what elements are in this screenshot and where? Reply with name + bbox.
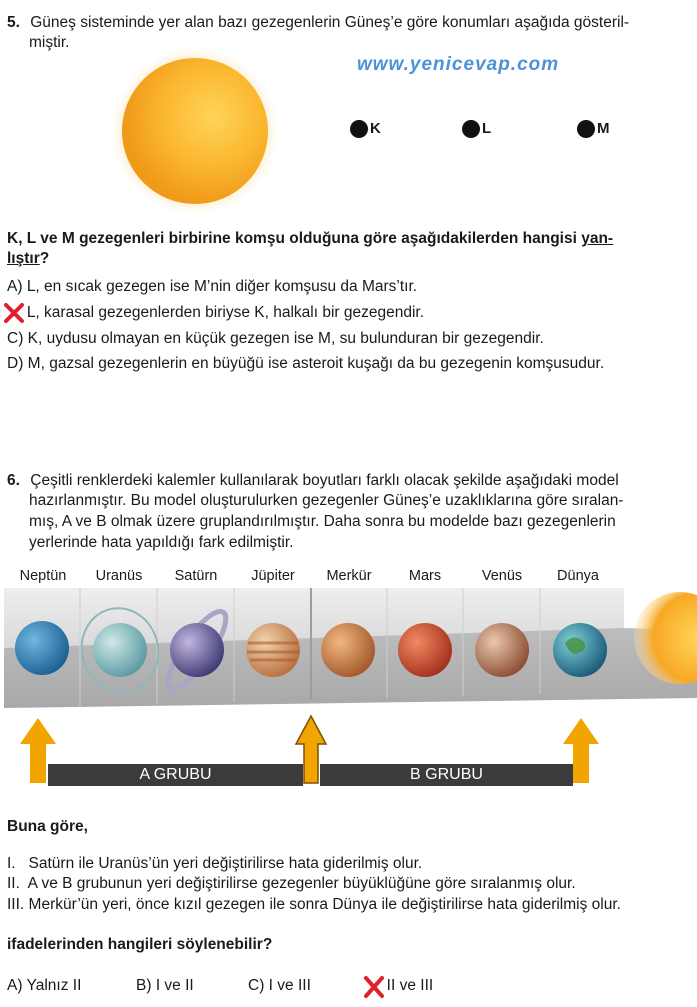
option-letter: A) [7,278,23,295]
group-a-bar: A GRUBU [48,764,303,786]
option-text: Yalnız II [26,977,82,994]
option-text: K, uydusu olmayan en küçük gezegen ise M, su bulunduran bir gezegendir. [27,330,544,347]
q6-option-c[interactable] [248,976,311,996]
q6-question: ifadelerinden hangileri söylenebilir? [7,936,273,953]
planet-name-uranus: Uranüs [95,568,143,584]
q6-statement-3: III. Merkür’ün yeri, önce kızıl gezegen ile sonra Dünya ile değiştirilirse hata giderilmiş olur. [7,896,621,913]
planet-model-illustration [0,588,697,788]
q6-intro-line3: mış, A ve B olmak üzere gruplandırılmıştır. Daha sonra bu modelde bazı gezegenlerin [29,513,616,530]
q6-intro-line4: yerlerinde hata yapıldığı fark edilmiştir. [29,534,294,551]
option-letter: C) [7,330,24,347]
group-b-bar: B GRUBU [320,764,573,786]
q5-question-emph1: yan- [581,230,614,247]
option-text: I ve III [268,977,311,994]
option-letter: C) [248,977,265,994]
planet-name-jupiter: Jüpiter [251,568,295,584]
q5-question-line1 [7,229,613,249]
q6-intro-line1 [7,471,619,491]
q5-option-c[interactable] [7,329,544,349]
q6-buna-gore: Buna göre, [7,818,88,835]
q5-option-a[interactable] [7,277,417,297]
planet-name-saturn: Satürn [174,568,218,584]
option-letter: A) [7,977,23,994]
q5-question-mark: ? [39,250,50,267]
watermark: www.yenicevap.com [357,54,560,75]
q5-question-text: K, L ve M gezegenleri birbirine komşu olduğuna göre aşağıdakilerden hangisi [7,230,582,247]
planet-name-dunya: Dünya [557,568,599,584]
option-text: I ve II [155,977,194,994]
planet-name-venus: Venüs [481,568,523,584]
planet-m-dot [577,120,595,138]
planet-name-mars: Mars [408,568,442,584]
option-letter: B) [136,977,152,994]
answer-cross-icon [362,975,386,999]
option-text: II ve III [386,977,434,994]
q5-intro-line2: miştir. [29,34,70,51]
q5-option-d[interactable] [7,354,604,374]
q6-intro-line2: hazırlanmıştır. Bu model oluşturulurken gezegenler Güneş’e uzaklıklarına göre sıralan- [29,492,624,509]
sun-image [110,46,280,216]
option-text: L, karasal gezegenlerden biriyse K, halkalı bir gezegendir. [26,304,425,321]
planet-k-dot [350,120,368,138]
q5-question-emph2: lıştır [7,250,40,267]
option-text: M, gazsal gezegenlerin en büyüğü ise asteroit kuşağı da bu gezegenin komşusudur. [27,355,605,372]
option-text: L, en sıcak gezegen ise M’nin diğer komşusu da Mars’tır. [26,278,418,295]
option-letter: D) [7,355,24,372]
q6-number: 6. [7,472,20,489]
q5-question-line2 [7,249,49,269]
answer-cross-icon [3,302,25,324]
q5-intro-line1 [7,13,629,33]
planet-l-dot [462,120,480,138]
planet-l-label: L [482,120,492,137]
q5-option-b[interactable] [7,303,424,323]
q6-statement-2: II. A ve B grubunun yeri değiştirilirse gezegenler büyüklüğüne göre sıralanmış olur. [7,875,576,892]
planet-k-label: K [370,120,381,137]
q6-intro-text1: Çeşitli renklerdeki kalemler kullanılarak boyutları farklı olacak şekilde aşağıdaki model [30,472,619,489]
q5-intro-text1: Güneş sisteminde yer alan bazı gezegenlerin Güneş’e göre konumları aşağıda gösteril- [30,14,630,31]
q5-number: 5. [7,14,20,31]
q6-statement-1: I. Satürn ile Uranüs’ün yeri değiştirilirse hata giderilmiş olur. [7,855,423,872]
planet-name-neptun: Neptün [19,568,67,584]
planet-m-label: M [597,120,610,137]
q6-option-a[interactable] [7,976,81,996]
planet-name-merkur: Merkür [326,568,372,584]
q6-option-b[interactable] [136,976,194,996]
